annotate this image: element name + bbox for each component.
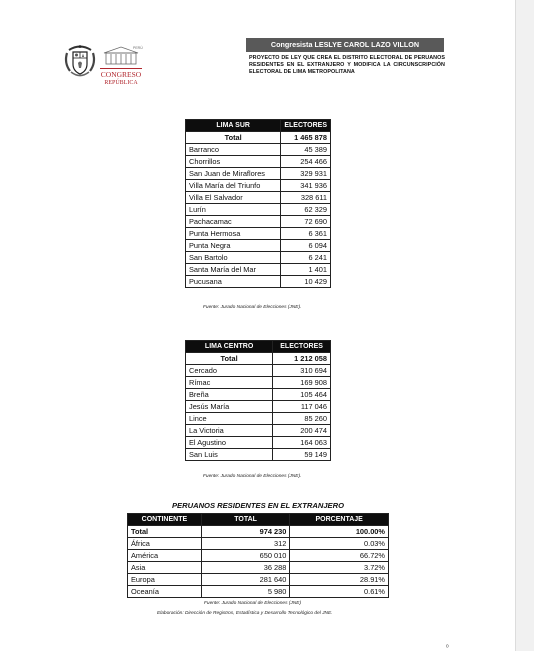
logo-line-1: CONGRESO (100, 70, 142, 79)
electores-cell: 6 361 (281, 228, 331, 240)
total-value: 1 465 878 (281, 132, 331, 144)
electores-cell: 62 329 (281, 204, 331, 216)
percentage-cell: 3.72% (290, 562, 389, 574)
electores-cell: 117 046 (273, 401, 331, 413)
electores-cell: 72 690 (281, 216, 331, 228)
table-row (128, 586, 389, 598)
table-row (186, 377, 331, 389)
district-name-cell: Rímac (186, 377, 273, 389)
district-name-cell: El Agustino (186, 437, 273, 449)
district-name-cell: La Victoria (186, 425, 273, 437)
abroad-elaboration-note: Elaboración: Dirección de Registros, Estadística y Desarrollo Tecnológico del JNE. (157, 611, 333, 616)
table-row (128, 550, 389, 562)
lima-centro-body (186, 353, 331, 461)
table-row (186, 192, 331, 204)
column-header-total: TOTAL (201, 514, 290, 526)
district-name-cell: Lurín (186, 204, 281, 216)
electores-cell: 1 401 (281, 264, 331, 276)
percentage-cell: 0.61% (290, 586, 389, 598)
column-header-continente: CONTINENTE (128, 514, 202, 526)
electores-cell: 200 474 (273, 425, 331, 437)
district-name-cell: San Juan de Miraflores (186, 168, 281, 180)
total-label: Total (186, 132, 281, 144)
district-name-cell: Punta Hermosa (186, 228, 281, 240)
electores-cell: 329 931 (281, 168, 331, 180)
lima-sur-table (185, 119, 331, 288)
electores-cell: 328 611 (281, 192, 331, 204)
lima-sur-source: Fuente: Jurado Nacional de Elecciones (JNE). (203, 305, 302, 310)
district-name-cell: Pucusana (186, 276, 281, 288)
total-cell: 36 288 (201, 562, 290, 574)
table-row (186, 144, 331, 156)
electores-cell: 310 694 (273, 365, 331, 377)
total-label: Total (128, 526, 202, 538)
district-name-cell: Chorrillos (186, 156, 281, 168)
district-name-cell: San Bartolo (186, 252, 281, 264)
district-name-cell: Pachacamac (186, 216, 281, 228)
lima-centro-table (185, 340, 331, 461)
percentage-cell: 66.72% (290, 550, 389, 562)
table-row (128, 574, 389, 586)
district-name-cell: Jesús María (186, 401, 273, 413)
electores-cell: 59 149 (273, 449, 331, 461)
column-header-zone: LIMA CENTRO (186, 341, 273, 353)
lima-sur-body (186, 132, 331, 288)
table-row (186, 437, 331, 449)
continent-name-cell: Oceanía (128, 586, 202, 598)
abroad-table-title: PERUANOS RESIDENTES EN EL EXTRANJERO (171, 501, 345, 510)
logo-line-2: REPÚBLICA (104, 80, 138, 86)
table-row (186, 401, 331, 413)
district-name-cell: San Luis (186, 449, 273, 461)
total-row (128, 526, 389, 538)
table-row (186, 389, 331, 401)
table-row (186, 264, 331, 276)
table-row (186, 180, 331, 192)
national-seal-icon (63, 41, 97, 81)
table-row (186, 156, 331, 168)
table-row (186, 425, 331, 437)
district-name-cell: Santa María del Mar (186, 264, 281, 276)
column-header-zone: LIMA SUR (186, 120, 281, 132)
total-value: 974 230 (201, 526, 290, 538)
electores-cell: 254 466 (281, 156, 331, 168)
table-row (128, 538, 389, 550)
total-percentage: 100.00% (290, 526, 389, 538)
table-row (186, 168, 331, 180)
table-row (186, 413, 331, 425)
abroad-source: Fuente: Jurado Nacional de Elecciones (JNE) (204, 601, 302, 606)
congreso-logo (100, 68, 142, 88)
table-row (186, 276, 331, 288)
total-value: 1 212 058 (273, 353, 331, 365)
congreso-building-icon (102, 44, 143, 66)
table-row (128, 562, 389, 574)
electores-cell: 6 094 (281, 240, 331, 252)
column-header-electores: ELECTORES (281, 120, 331, 132)
electores-cell: 45 389 (281, 144, 331, 156)
district-name-cell: Punta Negra (186, 240, 281, 252)
lima-centro-source: Fuente: Jurado Nacional de Elecciones (JNE). (203, 474, 302, 479)
total-row (186, 353, 331, 365)
column-header-porcentaje: PORCENTAJE (290, 514, 389, 526)
table-row (186, 204, 331, 216)
district-name-cell: Cercado (186, 365, 273, 377)
electores-cell: 6 241 (281, 252, 331, 264)
electores-cell: 85 260 (273, 413, 331, 425)
district-name-cell: Villa María del Triunfo (186, 180, 281, 192)
logo-small-text: PERÚ (133, 46, 143, 50)
continent-name-cell: Europa (128, 574, 202, 586)
total-row (186, 132, 331, 144)
district-name-cell: Lince (186, 413, 273, 425)
percentage-cell: 0.03% (290, 538, 389, 550)
project-description: PROYECTO DE LEY QUE CREA EL DISTRITO ELECTORAL DE PERUANOS RESIDENTES EN EL EXTRANJERO Y MODIFICA LA CIRCUNSCRIPCIÓN ELECTORAL DE LIMA METROPOLITANA (249, 55, 445, 75)
continent-name-cell: África (128, 538, 202, 550)
total-cell: 281 640 (201, 574, 290, 586)
total-label: Total (186, 353, 273, 365)
column-header-electores: ELECTORES (273, 341, 331, 353)
district-name-cell: Villa El Salvador (186, 192, 281, 204)
district-name-cell: Barranco (186, 144, 281, 156)
electores-cell: 169 908 (273, 377, 331, 389)
page-corner-mark: ᵒ (446, 644, 449, 651)
total-cell: 312 (201, 538, 290, 550)
abroad-table (127, 513, 389, 598)
electores-cell: 105 464 (273, 389, 331, 401)
congresista-title-bar: Congresista LESLYE CAROL LAZO VILLON (246, 38, 444, 52)
table-row (186, 216, 331, 228)
district-name-cell: Breña (186, 389, 273, 401)
table-row (186, 240, 331, 252)
continent-name-cell: Asia (128, 562, 202, 574)
total-cell: 5 980 (201, 586, 290, 598)
electores-cell: 10 429 (281, 276, 331, 288)
electores-cell: 341 936 (281, 180, 331, 192)
table-row (186, 228, 331, 240)
abroad-body (128, 526, 389, 598)
continent-name-cell: América (128, 550, 202, 562)
page-edge (515, 0, 534, 651)
total-cell: 650 010 (201, 550, 290, 562)
table-row (186, 365, 331, 377)
electores-cell: 164 063 (273, 437, 331, 449)
table-row (186, 252, 331, 264)
table-row (186, 449, 331, 461)
percentage-cell: 28.91% (290, 574, 389, 586)
